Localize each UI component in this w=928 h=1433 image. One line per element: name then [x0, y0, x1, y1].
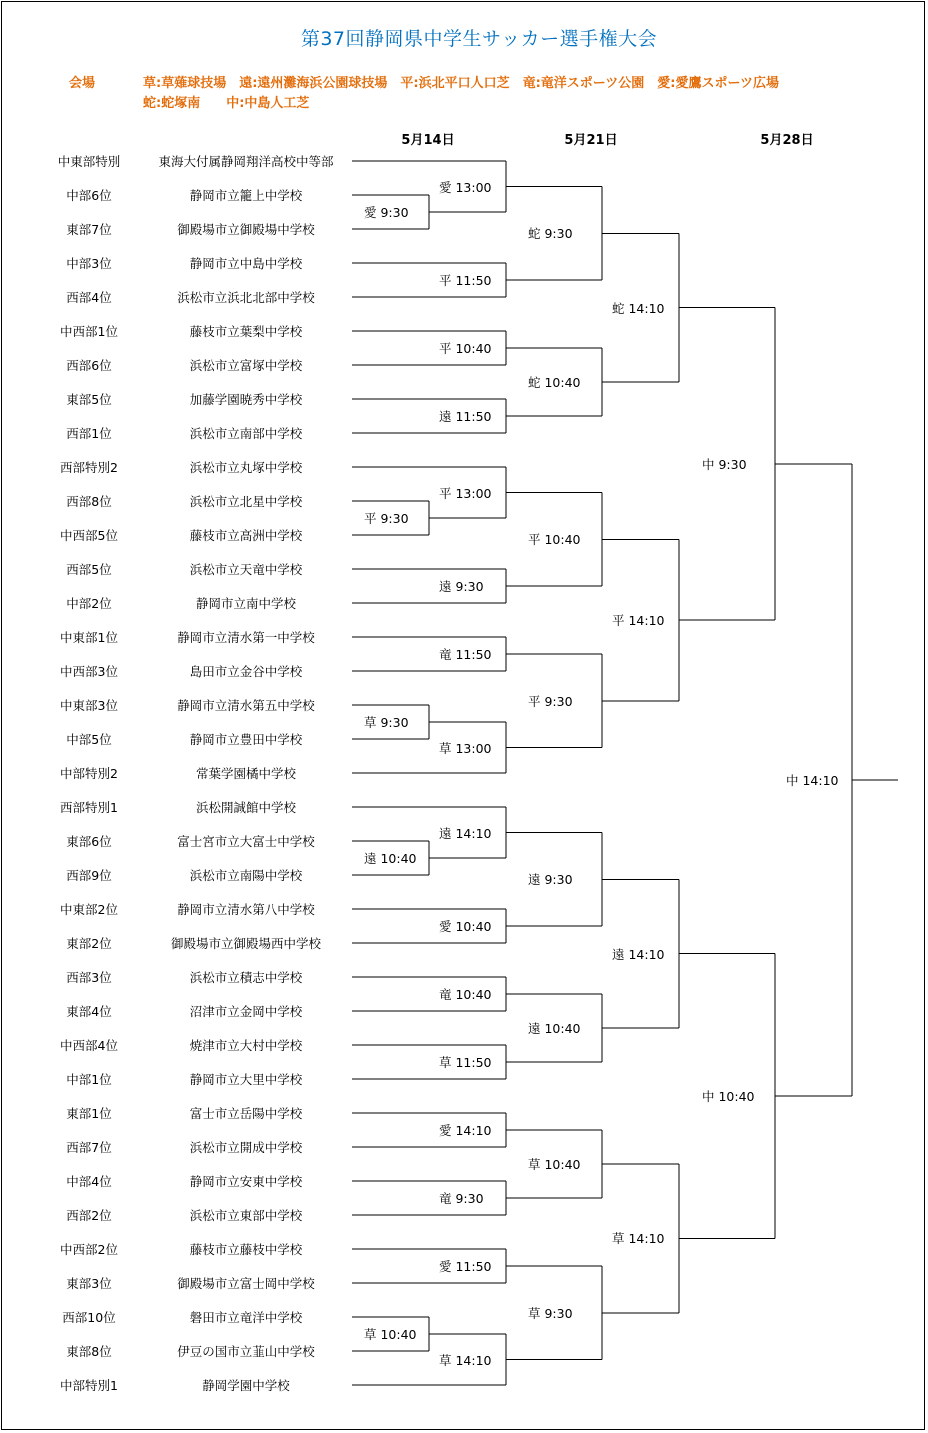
team-rank: 東部4位: [66, 1004, 112, 1019]
match-label: 蛇 14:10: [612, 300, 665, 316]
team-rank: 西部8位: [66, 494, 112, 509]
match-label: 中 14:10: [786, 772, 839, 788]
team-school: 静岡市立清水第五中学校: [177, 698, 315, 713]
venue-list-line2: 蛇:蛇塚南 中:中島人工芝: [143, 96, 310, 111]
match-label: 竜 10:40: [439, 987, 492, 1002]
match-label: 竜 9:30: [439, 1191, 484, 1206]
team-school: 御殿場市立御殿場中学校: [177, 222, 315, 237]
match-label: 平 10:40: [439, 341, 492, 356]
match-label: 平 9:30: [528, 693, 573, 709]
match-label: 遠 10:40: [528, 1021, 581, 1036]
team-school: 静岡市立籠上中学校: [189, 188, 303, 203]
venue-label: 会場: [69, 76, 96, 91]
team-school: 浜松市立丸塚中学校: [189, 460, 303, 475]
team-school: 静岡市立南中学校: [195, 596, 297, 611]
team-rank: 中部1位: [66, 1072, 112, 1087]
team-rank: 東部1位: [66, 1106, 112, 1121]
team-rank: 東部7位: [66, 222, 112, 237]
team-rank: 西部3位: [66, 970, 112, 985]
team-school: 御殿場市立富士岡中学校: [177, 1276, 315, 1291]
match-label: 平 11:50: [439, 273, 492, 288]
team-school: 静岡市立清水第八中学校: [177, 902, 315, 917]
match-label: 愛 14:10: [439, 1123, 492, 1138]
team-school: 富士市立岳陽中学校: [189, 1106, 303, 1121]
match-label: 中 10:40: [702, 1089, 755, 1104]
team-rank: 中西部1位: [60, 324, 118, 339]
match-label: 草 10:40: [528, 1157, 581, 1172]
match-label: 愛 11:50: [439, 1259, 492, 1274]
match-label: 愛 9:30: [364, 205, 409, 220]
team-rank: 西部9位: [66, 868, 112, 883]
team-school: 富士宮市立大富士中学校: [177, 834, 315, 849]
match-label: 草 11:50: [439, 1055, 492, 1070]
team-school: 沼津市立金岡中学校: [189, 1004, 303, 1019]
match-label: 草 9:30: [364, 715, 409, 730]
team-school: 浜松市立積志中学校: [189, 970, 303, 985]
team-rank: 西部10位: [62, 1310, 116, 1325]
date-round1: 5月14日: [401, 133, 455, 148]
team-school: 静岡市立豊田中学校: [189, 732, 303, 747]
team-school: 藤枝市立高洲中学校: [189, 528, 303, 543]
team-rank: 中西部4位: [60, 1038, 118, 1053]
team-rank: 中東部2位: [60, 902, 118, 917]
team-rank: 東部3位: [66, 1276, 112, 1291]
match-label: 中 9:30: [702, 456, 747, 472]
team-rank: 中部2位: [66, 596, 112, 611]
match-label: 愛 13:00: [439, 179, 492, 195]
team-rank: 中西部3位: [60, 664, 118, 679]
match-label: 愛 10:40: [439, 919, 492, 934]
team-school: 伊豆の国市立韮山中学校: [177, 1344, 315, 1359]
team-rank: 西部1位: [66, 426, 112, 441]
team-rank: 東部5位: [66, 392, 112, 407]
team-school: 藤枝市立葉梨中学校: [189, 324, 303, 339]
team-rank: 西部特別2: [60, 460, 118, 475]
team-school: 浜松市立開成中学校: [189, 1140, 303, 1155]
team-school: 浜松市立北星中学校: [189, 494, 303, 509]
match-label: 遠 14:10: [439, 825, 492, 841]
team-rank: 中部6位: [66, 188, 112, 203]
team-school: 御殿場市立御殿場西中学校: [170, 936, 322, 951]
team-school: 浜松市立富塚中学校: [189, 358, 303, 373]
team-school: 浜松市立浜北北部中学校: [177, 290, 315, 305]
match-label: 遠 10:40: [364, 851, 417, 866]
team-school: 島田市立金谷中学校: [189, 664, 303, 679]
venue-list-line1: 草:草薙球技場 遠:遠州灘海浜公園球技場 平:浜北平口人口芝 竜:竜洋スポーツ公園 愛:愛鷹スポーツ広場: [143, 76, 779, 91]
team-school: 静岡学園中学校: [202, 1378, 290, 1393]
team-rank: 西部2位: [66, 1208, 112, 1223]
team-rank: 中西部2位: [60, 1242, 118, 1257]
team-school: 浜松市立東部中学校: [189, 1208, 303, 1223]
team-school: 磐田市立竜洋中学校: [189, 1310, 303, 1325]
team-rank: 中部3位: [66, 256, 112, 271]
team-rank: 中部5位: [66, 732, 112, 747]
team-school: 浜松開誠館中学校: [195, 800, 297, 815]
match-label: 草 10:40: [364, 1327, 417, 1342]
match-label: 蛇 10:40: [528, 375, 581, 390]
team-school: 焼津市立大村中学校: [189, 1038, 303, 1053]
match-label: 平 13:00: [439, 485, 492, 501]
team-school: 静岡市立安東中学校: [189, 1174, 303, 1189]
team-rank: 西部5位: [66, 562, 112, 577]
team-rank: 西部4位: [66, 290, 112, 305]
team-school: 浜松市立天竜中学校: [189, 562, 303, 577]
match-label: 遠 14:10: [612, 946, 665, 962]
team-rank: 西部特別1: [60, 800, 118, 815]
team-rank: 西部6位: [66, 358, 112, 373]
team-school: 東海大付属静岡翔洋高校中等部: [158, 154, 334, 169]
team-rank: 中部特別2: [60, 766, 118, 781]
team-school: 静岡市立大里中学校: [189, 1072, 303, 1087]
match-label: 平 14:10: [612, 613, 665, 628]
team-rank: 東部2位: [66, 936, 112, 951]
match-label: 平 10:40: [528, 532, 581, 548]
team-school: 加藤学園暁秀中学校: [189, 392, 303, 407]
match-label: 草 14:10: [612, 1231, 665, 1247]
team-rank: 中東部3位: [60, 698, 118, 713]
team-school: 静岡市立清水第一中学校: [177, 630, 315, 645]
team-school: 常葉学園橘中学校: [195, 766, 297, 781]
team-rank: 東部8位: [66, 1344, 112, 1359]
date-round3: 5月28日: [760, 133, 814, 148]
match-label: 竜 11:50: [439, 647, 492, 662]
match-label: 遠 11:50: [439, 409, 492, 424]
team-school: 浜松市立南陽中学校: [189, 868, 303, 883]
match-label: 遠 9:30: [528, 872, 573, 888]
team-rank: 中部4位: [66, 1174, 112, 1189]
page-title: 第37回静岡県中学生サッカー選手権大会: [300, 28, 658, 50]
date-round2: 5月21日: [564, 133, 618, 148]
match-label: 草 14:10: [439, 1352, 492, 1368]
team-rank: 中部特別1: [60, 1378, 118, 1393]
team-school: 藤枝市立藤枝中学校: [189, 1242, 303, 1257]
team-rank: 東部6位: [66, 834, 112, 849]
match-label: 草 13:00: [439, 740, 492, 756]
match-label: 平 9:30: [364, 511, 409, 526]
team-rank: 中東部1位: [60, 630, 118, 645]
team-rank: 西部7位: [66, 1140, 112, 1155]
team-school: 静岡市立中島中学校: [189, 256, 303, 271]
match-label: 草 9:30: [528, 1305, 573, 1321]
match-label: 蛇 9:30: [528, 226, 573, 242]
match-label: 遠 9:30: [439, 579, 484, 594]
team-rank: 中東部特別: [57, 154, 121, 169]
team-rank: 中西部5位: [60, 528, 118, 543]
team-school: 浜松市立南部中学校: [189, 426, 303, 441]
